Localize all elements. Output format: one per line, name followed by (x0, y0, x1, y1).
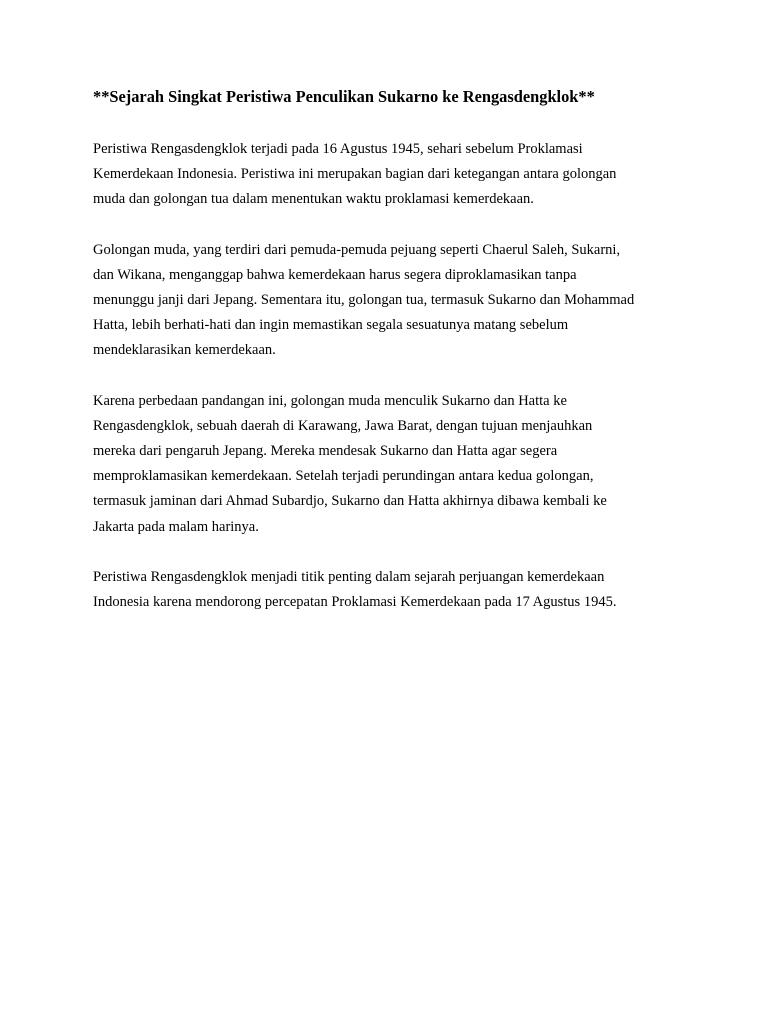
paragraph-1 (93, 137, 683, 213)
paragraph-line: Rengasdengklok, sebuah daerah di Karawang, Jawa Barat, dengan tujuan menjauhkan (93, 417, 593, 434)
paragraph-line: muda dan golongan tua dalam menentukan waktu proklamasi kemerdekaan. (93, 191, 534, 208)
paragraph-line: menunggu janji dari Jepang. Sementara itu, golongan tua, termasuk Sukarno dan Mohammad (93, 292, 635, 309)
paragraph-line: Peristiwa Rengasdengklok menjadi titik penting dalam sejarah perjuangan kemerdekaan (93, 568, 605, 585)
paragraph-4 (93, 565, 683, 615)
paragraph-line: Kemerdekaan Indonesia. Peristiwa ini merupakan bagian dari ketegangan antara golongan (93, 166, 617, 183)
paragraph-line: Jakarta pada malam harinya. (93, 518, 259, 535)
paragraph-line: dan Wikana, menganggap bahwa kemerdekaan harus segera diproklamasikan tanpa (93, 266, 577, 283)
document-title: **Sejarah Singkat Peristiwa Penculikan Sukarno ke Rengasdengklok** (93, 87, 595, 106)
paragraph-line: Golongan muda, yang terdiri dari pemuda-pemuda pejuang seperti Chaerul Saleh, Sukarni, (93, 241, 621, 258)
paragraph-line: mendeklarasikan kemerdekaan. (93, 342, 276, 359)
paragraph-line: memproklamasikan kemerdekaan. Setelah terjadi perundingan antara kedua golongan, (93, 468, 594, 485)
paragraph-line: mereka dari pengaruh Jepang. Mereka mendesak Sukarno dan Hatta agar segera (93, 443, 558, 460)
paragraph-line: Karena perbedaan pandangan ini, golongan muda menculik Sukarno dan Hatta ke (93, 392, 567, 409)
document-body (93, 84, 683, 640)
paragraph-line: termasuk jaminan dari Ahmad Subardjo, Sukarno dan Hatta akhirnya dibawa kembali ke (93, 493, 607, 510)
paragraph-line: Peristiwa Rengasdengklok terjadi pada 16 Agustus 1945, sehari sebelum Proklamasi (93, 141, 583, 157)
paragraph-line: Hatta, lebih berhati-hati dan ingin memastikan segala sesuatunya matang sebelum (93, 317, 569, 334)
paragraph-3 (93, 389, 683, 540)
paragraph-2 (93, 238, 683, 364)
paragraph-line: Indonesia karena mendorong percepatan Proklamasi Kemerdekaan pada 17 Agustus 1945. (93, 594, 617, 611)
